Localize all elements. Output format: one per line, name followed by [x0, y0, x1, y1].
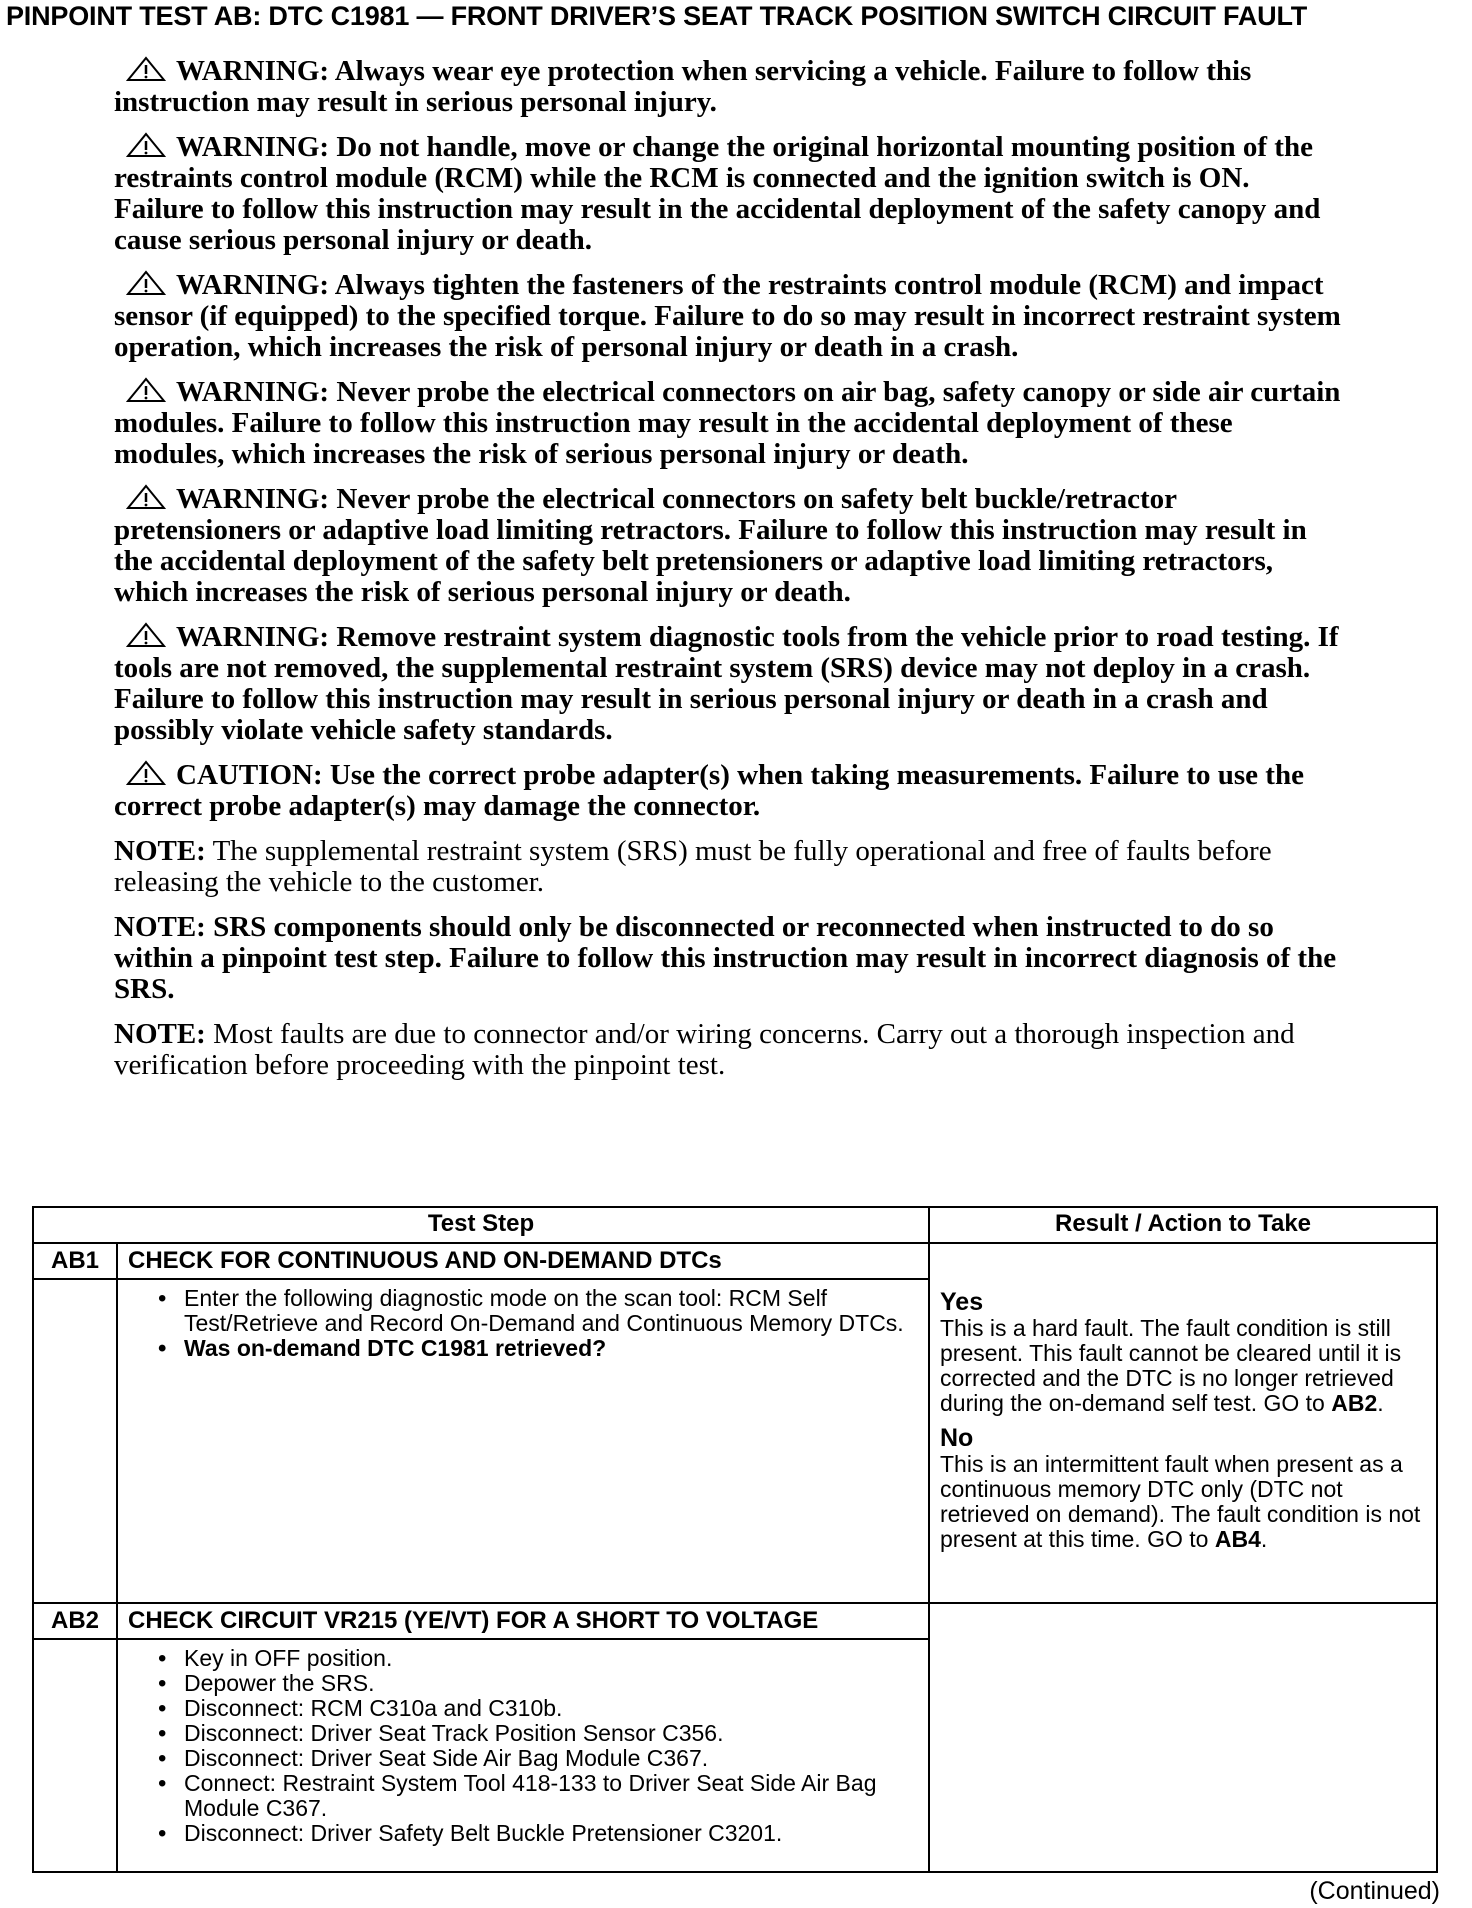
- warning-6: WARNING: Remove restraint system diagnostic tools from the vehicle prior to road testing. If tools are not removed, the supplemental restraint system (SRS) device may not deploy in a crash. Failure to follow this instruction may result in serious personal injury or death in a crash and possibly violate vehicle safety standards.: [114, 621, 1339, 746]
- goto-link[interactable]: AB4: [1214, 1526, 1261, 1552]
- warning-triangle-icon: [126, 270, 166, 296]
- step-bullet: • Depower the SRS.: [158, 1671, 908, 1696]
- step-id-blank: [33, 1279, 117, 1603]
- step-bullet: • Disconnect: Driver Seat Track Position Sensor C356.: [158, 1721, 908, 1746]
- step-bullet: • Connect: Restraint System Tool 418-133 to Driver Seat Side Air Bag Module C367.: [158, 1771, 908, 1821]
- step-question: • Was on-demand DTC C1981 retrieved?: [158, 1336, 908, 1361]
- step-body: [117, 1279, 929, 1603]
- pinpoint-test-table: [32, 1206, 1438, 1873]
- warning-triangle-icon: [126, 56, 166, 82]
- step-result: [929, 1243, 1437, 1603]
- step-result: [929, 1603, 1437, 1872]
- caution: CAUTION: Use the correct probe adapter(s) when taking measurements. Failure to use the correct probe adapter(s) may damage the connector.: [114, 759, 1304, 822]
- warning-triangle-icon: [126, 622, 166, 648]
- step-id-blank: [33, 1639, 117, 1872]
- result-no-text: This is an intermittent fault when present as a continuous memory DTC only (DTC not retrieved on demand). The fault condition is not present at this time. GO to AB4.: [940, 1451, 1421, 1552]
- step-id: AB2: [33, 1603, 117, 1639]
- warning-triangle-icon: [126, 484, 166, 510]
- step-bullet: • Disconnect: Driver Seat Side Air Bag Module C367.: [158, 1746, 908, 1771]
- step-bullet: • Disconnect: Driver Safety Belt Buckle Pretensioner C3201.: [158, 1821, 908, 1846]
- continued-label: (Continued): [1309, 1877, 1440, 1905]
- note-2: NOTE: SRS components should only be disconnected or reconnected when instructed to do so within a pinpoint test step. Failure to follow this instruction may result in incorrect diagnosis of the SRS.: [114, 911, 1337, 1005]
- step-title: CHECK FOR CONTINUOUS AND ON-DEMAND DTCs: [117, 1243, 929, 1279]
- result-yes-label: Yes: [940, 1288, 984, 1316]
- result-yes-text: This is a hard fault. The fault condition is still present. This fault cannot be cleared until it is corrected and the DTC is no longer retrieved during the on-demand self test. GO to AB2.: [940, 1315, 1402, 1416]
- note-3: NOTE: Most faults are due to connector and/or wiring concerns. Carry out a thorough inspection and verification before proceeding with the pinpoint test.: [114, 1018, 1295, 1081]
- header-test-step: Test Step: [33, 1207, 929, 1243]
- page-title: PINPOINT TEST AB: DTC C1981 — FRONT DRIVER’S SEAT TRACK POSITION SWITCH CIRCUIT FAULT: [6, 1, 1308, 31]
- warning-triangle-icon: [126, 132, 166, 158]
- step-title: CHECK CIRCUIT VR215 (YE/VT) FOR A SHORT TO VOLTAGE: [117, 1603, 929, 1639]
- warning-1: WARNING: Always wear eye protection when servicing a vehicle. Failure to follow this instruction may result in serious personal injury.: [114, 55, 1252, 118]
- warning-2: WARNING: Do not handle, move or change the original horizontal mounting position of the restraints control module (RCM) while the RCM is connected and the ignition switch is ON. Failure to follow this instruction may result in the accidental deployment of the safety canopy and cause serious personal injury or death.: [114, 131, 1321, 256]
- step-bullet: • Enter the following diagnostic mode on the scan tool: RCM Self Test/Retrieve and Record On-Demand and Continuous Memory DTCs.: [158, 1286, 908, 1336]
- warning-4: WARNING: Never probe the electrical connectors on air bag, safety canopy or side air curtain modules. Failure to follow this instruction may result in the accidental deployment of these modules, which increases the risk of serious personal injury or death.: [114, 376, 1341, 470]
- warning-5: WARNING: Never probe the electrical connectors on safety belt buckle/retractor pretensioners or adaptive load limiting retractors. Failure to follow this instruction may result in the accidental deployment of the safety belt pretensioners or adaptive load limiting retractors, which increases the risk of serious personal injury or death.: [114, 483, 1307, 608]
- note-1: NOTE: The supplemental restraint system (SRS) must be fully operational and free of faults before releasing the vehicle to the customer.: [114, 835, 1272, 898]
- result-no-label: No: [940, 1424, 974, 1452]
- step-bullet: • Disconnect: RCM C310a and C310b.: [158, 1696, 908, 1721]
- step-body: [117, 1639, 929, 1872]
- header-result-action: Result / Action to Take: [929, 1207, 1437, 1243]
- goto-link[interactable]: AB2: [1331, 1390, 1378, 1416]
- safety-notices: [114, 56, 1344, 1095]
- step-bullet: • Key in OFF position.: [158, 1646, 908, 1671]
- warning-triangle-icon: [126, 760, 166, 786]
- step-id: AB1: [33, 1243, 117, 1279]
- warning-3: WARNING: Always tighten the fasteners of the restraints control module (RCM) and impact sensor (if equipped) to the specified torque. Failure to do so may result in incorrect restraint system operation, which increases the risk of personal injury or death in a crash.: [114, 269, 1341, 363]
- warning-triangle-icon: [126, 377, 166, 403]
